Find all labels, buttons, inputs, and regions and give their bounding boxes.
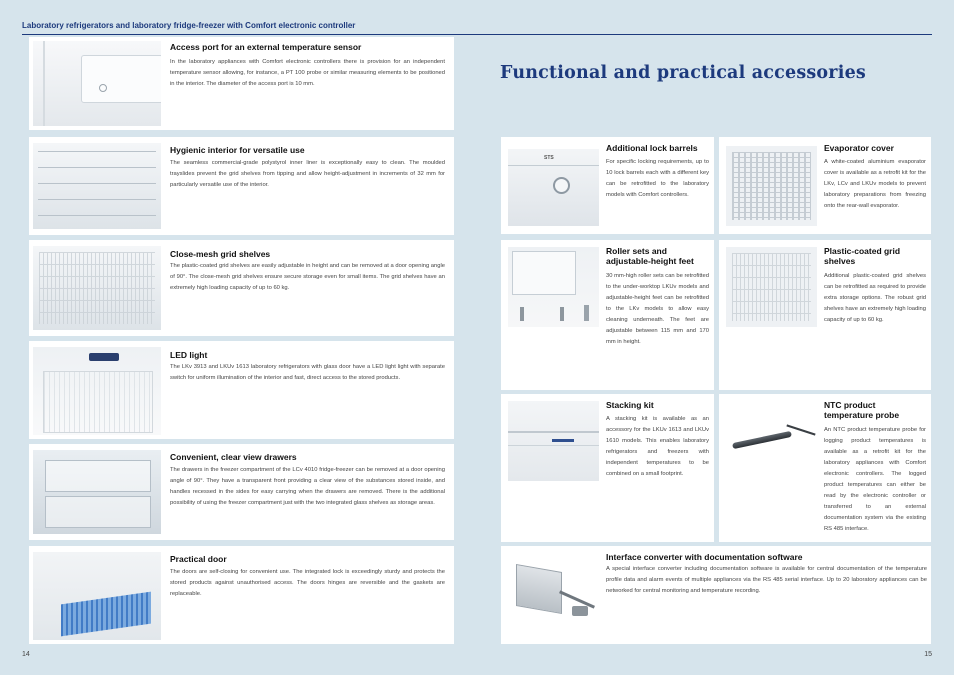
fridge-interior-image (33, 41, 161, 126)
card-title: Hygienic interior for versatile use (170, 145, 305, 155)
led-light-image (33, 347, 161, 435)
interior-shelves-image (33, 143, 161, 229)
accessory-card-ntc-probe (719, 394, 931, 542)
interface-converter-image (508, 554, 599, 636)
accessory-card-grid-shelves (719, 240, 931, 390)
card-body: A stacking kit is available as an accessory for the LKUv 1613 and LKUv 1610 models. This enables laboratory refrigerators and freezers with independent temperatures to be combined on a small footprint. (606, 416, 709, 477)
evaporator-cover-image (726, 146, 817, 226)
page-number-right: 15 (924, 651, 932, 658)
lock-barrel-image (508, 149, 599, 226)
card-body: 30 mm-high roller sets can be retrofitted to the under-worktop LKUv models and adjustable-height feet can be retrofitted to the LKv models to allow easy cleaning underneath. The feet are adjustable between 115 mm and 170 mm in height. (606, 273, 709, 345)
card-title: Additional lock barrels (606, 143, 698, 153)
door-image (33, 552, 161, 640)
accessory-card-stacking-kit (501, 394, 714, 542)
card-body: For specific locking requirements, up to 10 lock barrels each with a different key can be retrofitted to the laboratory models with Comfort controllers. (606, 159, 709, 198)
accessory-card-roller-sets (501, 240, 714, 390)
card-body: The LKv 3913 and LKUv 1613 laboratory refrigerators with glass door have a LED light light with separate switch for uniform illumination of the interior and fast, direct access to the stored products. (170, 364, 445, 381)
card-body: A white-coated aluminium evaporator cover is available as a retrofit kit for the LKv, LCv and LKUv models to prevent laboratory preparations from freezing onto the rear-wall evaporator. (824, 159, 926, 209)
feature-card-led-light (29, 341, 454, 439)
drawers-image (33, 450, 161, 534)
card-title: Evaporator cover (824, 143, 894, 153)
card-title: Convenient, clear view drawers (170, 452, 297, 462)
accessory-card-lock-barrels (501, 137, 714, 234)
card-title: NTC product temperature probe (824, 400, 900, 420)
card-title: Close-mesh grid shelves (170, 249, 271, 259)
temperature-probe-image (726, 401, 817, 481)
feature-card-practical-door (29, 546, 454, 644)
page-number-left: 14 (22, 651, 30, 658)
card-body: The seamless commercial-grade polystyrol inner liner is exceptionally easy to clean. The moulded trayslides prevent the grid shelves from tipping and allow height-adjustment in increments of 32 mm for particularly versatile use of the interior. (170, 160, 445, 188)
card-title: Roller sets and adjustable-height feet (606, 246, 694, 266)
card-title: LED light (170, 350, 208, 360)
card-body: The drawers in the freezer compartment of the LCv 4010 fridge-freezer can be removed at a door opening angle of 90°. They have a transparent front providing a clear view of the substances stored inside, and handles recessed in the sides for easy carrying when the drawers are removed. There is the additional possibility of using the freezer compartment just with the two integrated glass shelves as storage areas. (170, 467, 445, 506)
card-title: Practical door (170, 554, 227, 564)
feature-card-close-mesh-shelves (29, 240, 454, 336)
roller-feet-image (508, 247, 599, 327)
header-divider (22, 34, 932, 35)
card-title: Plastic-coated grid shelves (824, 246, 901, 266)
page-title: Functional and practical accessories (500, 63, 866, 83)
card-body: Additional plastic-coated grid shelves can be retrofitted as required to provide extra storage options. The robust grid shelves have an extremely high loading capacity of up to 60 kg. (824, 273, 926, 323)
card-body: In the laboratory appliances with Comfort electronic controllers there is provision for an independent temperature sensor allowing, for instance, a PT 100 probe or similar measuring elements to be positioned in the interior. The diameter of the access port is 10 mm. (170, 59, 445, 87)
card-body: The doors are self-closing for convenient use. The integrated lock is exceedingly sturdy and protects the stored products against unauthorised access. The doors hinges are reversible and the gaskets are replaceable. (170, 569, 445, 597)
plastic-grid-shelves-image (726, 247, 817, 327)
card-body: The plastic-coated grid shelves are easily adjustable in height and can be removed at a door opening angle of 90°. The close-mesh grid shelves ensure secure storage even for small items. The grid shelves have an extremely high loading capacity of up to 60 kg. (170, 263, 445, 291)
lock-label: STS (544, 155, 554, 161)
section-header: Laboratory refrigerators and laboratory fridge-freezer with Comfort electronic controller (22, 21, 356, 30)
feature-card-clear-view-drawers (29, 444, 454, 540)
card-body: A special interface converter including documentation software is available for central documentation of the temperature profile data and alarm events of multiple appliances via the RS 485 serial interface. Up to 20 laboratory appliances can be networked for central monitoring and temperature recording. (606, 566, 927, 594)
accessory-card-evaporator-cover (719, 137, 931, 234)
card-title: Access port for an external temperature sensor (170, 42, 362, 52)
feature-card-hygienic-interior (29, 137, 454, 235)
accessory-card-interface-converter (501, 546, 931, 644)
card-title: Stacking kit (606, 400, 654, 410)
feature-card-access-port (29, 37, 454, 130)
card-title: Interface converter with documentation software (606, 552, 803, 562)
stacking-kit-image (508, 401, 599, 481)
grid-shelves-image (33, 246, 161, 330)
card-body: An NTC product temperature probe for logging product temperatures is available as a retrofit kit for the laboratory appliances with Comfort electronic controllers. The logged product temperatures can either be read by the electronic controller or transferred to an external documentation system via the existing RS 485 interface. (824, 427, 926, 532)
